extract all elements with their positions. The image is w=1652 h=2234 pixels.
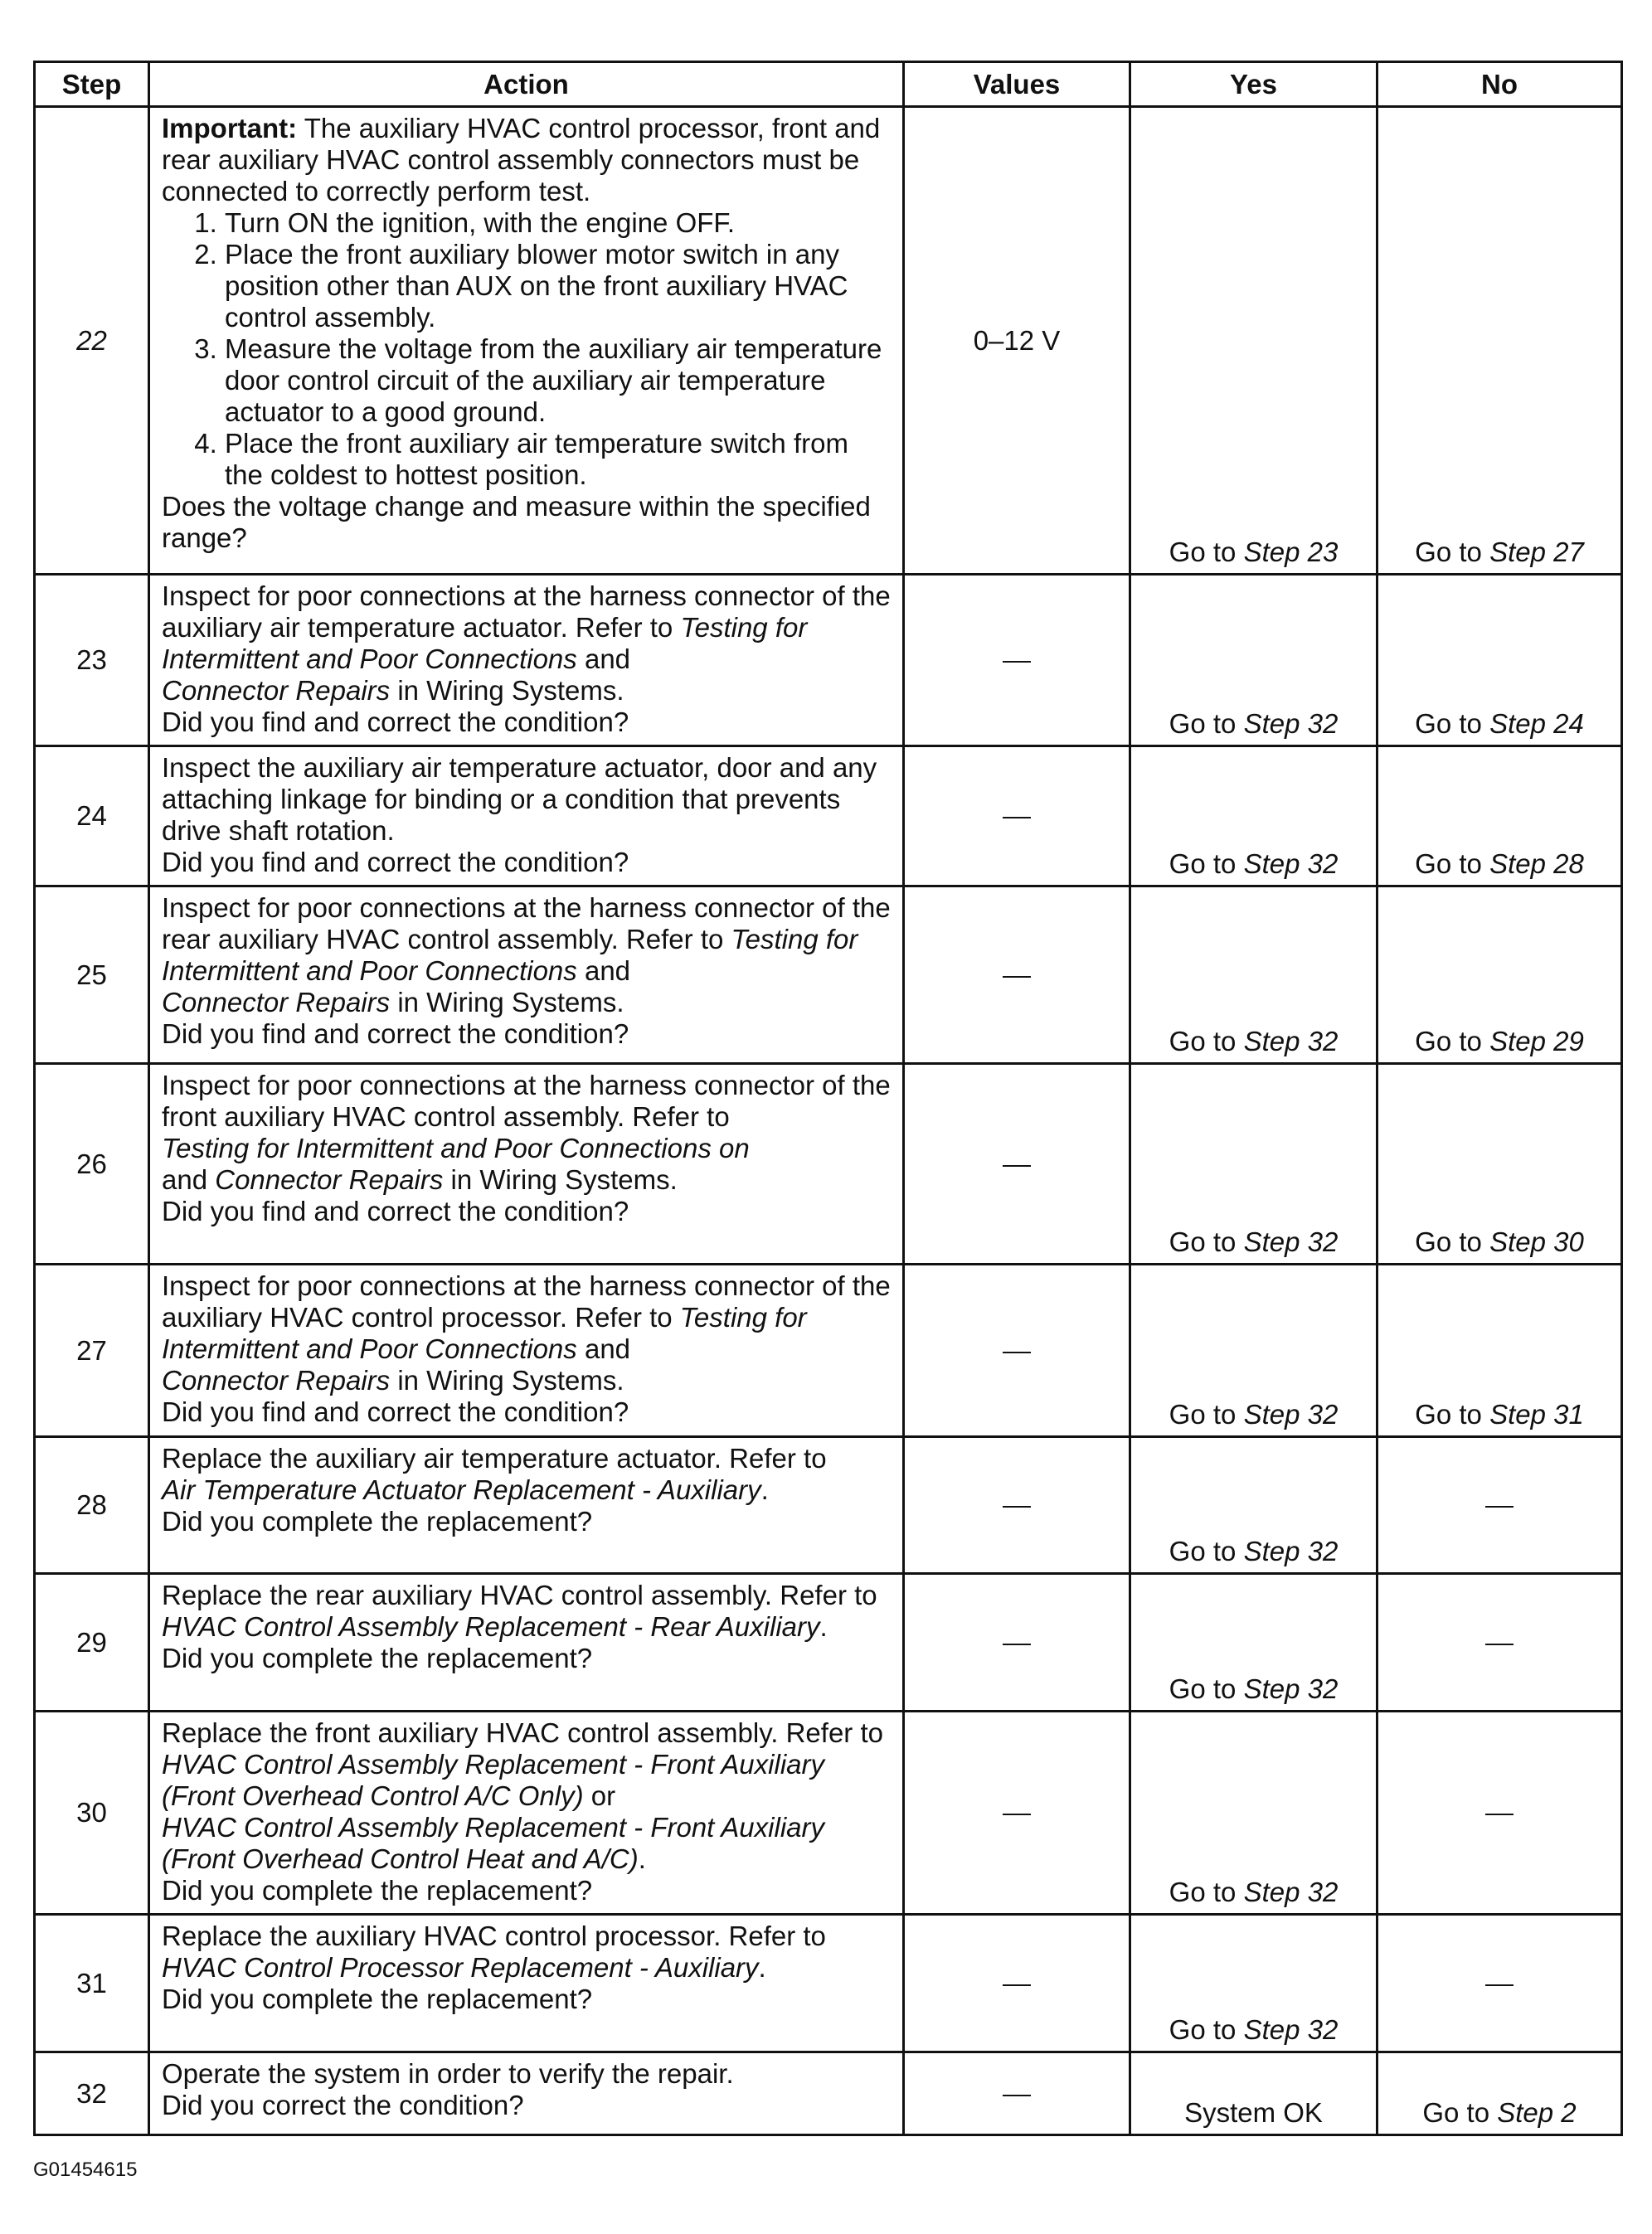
important-label: Important: [162,113,298,143]
step-reference: Step 30 [1489,1226,1584,1257]
action-text: . [819,1611,828,1642]
action-cell [149,1437,904,1574]
dash-mark [1485,1814,1514,1815]
action-text: in Wiring Systems. [450,1164,678,1195]
value-cell [904,2052,1130,2135]
action-text: and [584,643,631,674]
dash-mark [1003,1814,1031,1815]
reference-title: Connector Repairs [162,987,391,1017]
step-reference: Step 27 [1489,537,1584,567]
action-cell [149,1712,904,1915]
action-text: Inspect for poor connections at the harness connector of the rear auxiliary HVAC control assembly. Refer to [162,892,891,954]
procedure-item: 4. Place the front auxiliary air temperature switch from the coldest to hottest position. [225,428,892,491]
table-row-step-23 [35,575,1622,746]
action-text: in Wiring Systems. [397,987,624,1017]
reference-title: Testing for Intermittent and Poor Connections [162,612,808,674]
procedure-item: 2. Place the front auxiliary blower motor switch in any position other than AUX on the front auxiliary HVAC control assembly. [225,239,892,333]
action-text: . [638,1843,646,1874]
action-cell [149,575,904,746]
goto-prefix: Go to [1415,848,1482,879]
value-cell [904,1712,1130,1915]
dash-mark [1003,1165,1031,1167]
no-cell [1377,886,1622,1064]
table-row-step-25 [35,886,1622,1064]
goto-prefix: Go to [1169,2014,1237,2045]
reference-title: Testing for Intermittent and Poor Connections on [162,1133,750,1163]
dash-mark [1003,976,1031,978]
step-number: 31 [35,1915,149,2052]
step-number: 25 [35,886,149,1064]
yes-cell [1130,886,1377,1064]
procedure-item: 1. Turn ON the ignition, with the engine OFF. [225,207,892,239]
header-action: Action [149,62,904,107]
step-reference: Step 32 [1243,848,1339,879]
yes-cell [1130,746,1377,886]
action-text: in Wiring Systems. [397,675,624,706]
goto-prefix: Go to [1415,1226,1482,1257]
goto-prefix: Go to [1169,537,1237,567]
table-row-step-31 [35,1915,1622,2052]
step-number: 32 [35,2052,149,2135]
question-text: Does the voltage change and measure within the specified range? [162,491,871,553]
action-cell [149,1265,904,1437]
important-text: The auxiliary HVAC control processor, front and rear auxiliary HVAC control assembly connectors must be connected to correctly perform test. [162,113,881,206]
yes-cell [1130,1915,1377,2052]
value-cell [904,575,1130,746]
value-cell [904,1574,1130,1712]
action-text: . [758,1952,766,1983]
step-reference: Step 32 [1243,2014,1339,2045]
question-text: Did you complete the replacement? [162,1984,593,2014]
action-cell [149,1064,904,1265]
yes-cell [1130,575,1377,746]
step-reference: Step 32 [1243,1026,1339,1056]
step-number: 30 [35,1712,149,1915]
action-text: Replace the front auxiliary HVAC control assembly. Refer to [162,1717,883,1748]
goto-prefix: Go to [1169,1026,1237,1056]
goto-prefix: Go to [1169,1399,1237,1430]
dash-mark [1485,1506,1514,1508]
value-cell [904,1064,1130,1265]
reference-title: Testing for Intermittent and Poor Connections [162,924,858,986]
dash-mark [1003,661,1031,663]
no-cell [1377,575,1622,746]
action-text: Replace the rear auxiliary HVAC control assembly. Refer to [162,1580,877,1610]
yes-cell [1130,1437,1377,1574]
step-reference: Step 32 [1243,1877,1339,1907]
goto-prefix: Go to [1169,708,1237,739]
value-cell [904,1437,1130,1574]
action-cell [149,2052,904,2135]
step-reference: Step 32 [1243,1536,1339,1566]
value-cell [904,886,1130,1064]
no-cell [1377,107,1622,575]
reference-title: HVAC Control Assembly Replacement - Front Auxiliary (Front Overhead Control A/C Only) [162,1749,824,1811]
goto-prefix: Go to [1169,1226,1237,1257]
no-cell [1377,1437,1622,1574]
action-text: . [760,1474,769,1505]
header-yes: Yes [1130,62,1377,107]
reference-title: Connector Repairs [162,675,391,706]
step-reference: Step 31 [1489,1399,1584,1430]
goto-prefix: Go to [1415,1026,1482,1056]
no-cell [1377,1712,1622,1915]
yes-cell: System OK [1130,2052,1377,2135]
reference-title: Connector Repairs [162,1365,391,1396]
action-cell [149,1915,904,2052]
step-reference: Step 28 [1489,848,1584,879]
header-row [35,62,1622,107]
dash-mark [1003,2095,1031,2096]
diagnostic-table-sheet [33,61,1620,2136]
figure-code: G01454615 [33,2159,138,2181]
reference-title: Testing for Intermittent and Poor Connections [162,1302,807,1364]
action-cell [149,886,904,1064]
yes-cell [1130,107,1377,575]
goto-prefix: Go to [1169,1536,1237,1566]
no-cell [1377,1574,1622,1712]
action-text: Inspect the auxiliary air temperature actuator, door and any attaching linkage for binding or a condition that prevents drive shaft rotation. [162,752,877,846]
procedure-item: 3. Measure the voltage from the auxiliary air temperature door control circuit of the auxiliary air temperature actuator to a good ground. [225,333,892,428]
value-cell [904,746,1130,886]
no-cell [1377,1265,1622,1437]
action-cell [149,107,904,575]
goto-prefix: Go to [1415,537,1482,567]
step-reference: Step 24 [1489,708,1584,739]
table-row-step-29 [35,1574,1622,1712]
reference-title: HVAC Control Assembly Replacement - Rear Auxiliary [162,1611,820,1642]
dash-mark [1003,817,1031,818]
yes-cell [1130,1265,1377,1437]
header-no: No [1377,62,1622,107]
procedure-list [162,207,892,491]
yes-cell [1130,1064,1377,1265]
action-text: Replace the auxiliary HVAC control processor. Refer to [162,1921,826,1951]
step-reference: Step 29 [1489,1026,1584,1056]
action-text: and [584,1333,631,1364]
action-text: in Wiring Systems. [397,1365,624,1396]
header-values: Values [904,62,1130,107]
no-cell [1377,1915,1622,2052]
dash-mark [1003,1984,1031,1986]
step-number: 26 [35,1064,149,1265]
table-row-step-30 [35,1712,1622,1915]
table-row-step-27 [35,1265,1622,1437]
step-number: 23 [35,575,149,746]
no-cell [1377,1064,1622,1265]
step-number: 27 [35,1265,149,1437]
reference-title: HVAC Control Assembly Replacement - Front Auxiliary (Front Overhead Control Heat and A/C) [162,1812,824,1874]
question-text: Did you complete the replacement? [162,1875,593,1906]
question-text: Did you find and correct the condition? [162,707,629,737]
goto-prefix: Go to [1169,848,1237,879]
dash-mark [1485,1984,1514,1986]
no-cell [1377,746,1622,886]
action-cell [149,1574,904,1712]
header-step: Step [35,62,149,107]
dash-mark [1003,1506,1031,1508]
goto-prefix: Go to [1169,1673,1237,1704]
yes-cell [1130,1574,1377,1712]
step-reference: Step 32 [1243,1399,1339,1430]
question-text: Did you find and correct the condition? [162,1196,629,1226]
reference-title: HVAC Control Processor Replacement - Auxiliary [162,1952,759,1983]
value-cell [904,1915,1130,2052]
question-text: Did you find and correct the condition? [162,1018,629,1049]
action-cell [149,746,904,886]
goto-prefix: Go to [1415,708,1482,739]
question-text: Did you find and correct the condition? [162,1396,629,1427]
action-text: and [162,1164,208,1195]
table-row-step-24 [35,746,1622,886]
diagnostic-steps-table [33,61,1623,2136]
step-number: 24 [35,746,149,886]
action-text: or [590,1780,616,1811]
step-reference: Step 32 [1243,708,1339,739]
table-row-step-32 [35,2052,1622,2135]
reference-title: Connector Repairs [215,1164,444,1195]
step-reference: Step 23 [1243,537,1339,567]
action-text: Inspect for poor connections at the harness connector of the auxiliary HVAC control processor. Refer to [162,1270,891,1333]
table-row-step-22 [35,107,1622,575]
goto-prefix: Go to [1415,1399,1482,1430]
step-number: 29 [35,1574,149,1712]
step-number: 22 [35,107,149,575]
goto-prefix: Go to [1422,2097,1490,2128]
action-text: Inspect for poor connections at the harness connector of the auxiliary air temperature actuator. Refer to [162,580,891,643]
question-text: Did you find and correct the condition? [162,847,629,877]
action-text: Replace the auxiliary air temperature actuator. Refer to [162,1443,827,1474]
action-text: Operate the system in order to verify the repair. [162,2058,734,2089]
dash-mark [1003,1352,1031,1353]
dash-mark [1485,1644,1514,1645]
goto-prefix: Go to [1169,1877,1237,1907]
dash-mark [1003,1644,1031,1645]
step-reference: Step 32 [1243,1226,1339,1257]
step-reference: Step 2 [1497,2097,1577,2128]
value-cell: 0–12 V [904,107,1130,575]
action-text: and [584,955,631,986]
question-text: Did you complete the replacement? [162,1506,593,1537]
yes-cell [1130,1712,1377,1915]
table-row-step-26 [35,1064,1622,1265]
no-cell [1377,2052,1622,2135]
step-reference: Step 32 [1243,1673,1339,1704]
reference-title: Air Temperature Actuator Replacement - Auxiliary [162,1474,761,1505]
action-text: Inspect for poor connections at the harness connector of the front auxiliary HVAC control assembly. Refer to [162,1070,891,1132]
value-cell [904,1265,1130,1437]
question-text: Did you correct the condition? [162,2090,524,2120]
table-row-step-28 [35,1437,1622,1574]
step-number: 28 [35,1437,149,1574]
question-text: Did you complete the replacement? [162,1643,593,1673]
